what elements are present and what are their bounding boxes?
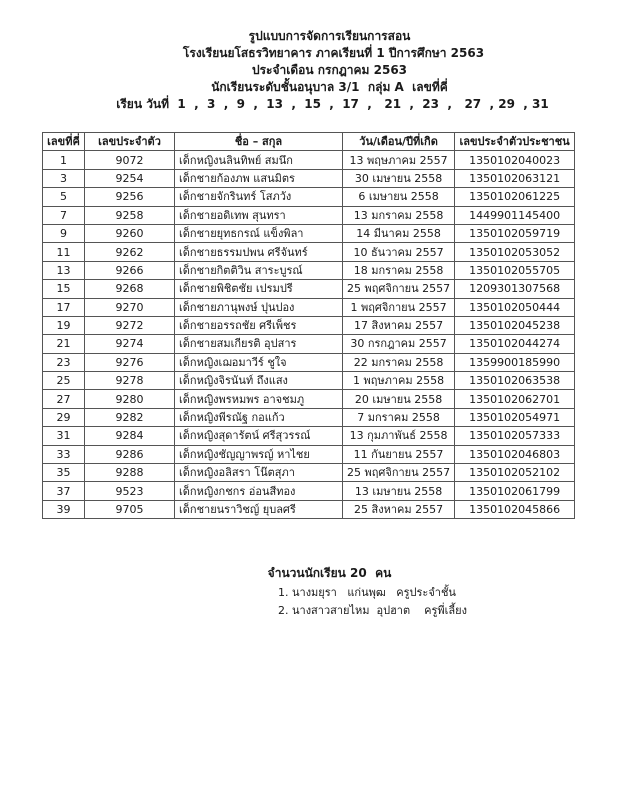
cell-odd-number: 37 (43, 482, 85, 500)
document-header (0, 28, 619, 113)
cell-odd-number: 33 (43, 445, 85, 463)
cell-student-id: 9254 (85, 169, 175, 187)
table-row (43, 169, 575, 187)
cell-birthdate: 1 พฤศจิกายน 2557 (343, 298, 455, 316)
cell-student-id: 9072 (85, 151, 175, 169)
cell-birthdate: 6 เมษายน 2558 (343, 188, 455, 206)
cell-national-id: 1350102055705 (455, 261, 575, 279)
table-row (43, 445, 575, 463)
cell-odd-number: 5 (43, 188, 85, 206)
cell-student-id: 9266 (85, 261, 175, 279)
cell-national-id: 1350102045238 (455, 316, 575, 334)
cell-odd-number: 23 (43, 353, 85, 371)
cell-birthdate: 30 เมษายน 2558 (343, 169, 455, 187)
cell-birthdate: 17 สิงหาคม 2557 (343, 316, 455, 334)
cell-birthdate: 20 เมษายน 2558 (343, 390, 455, 408)
table-row (43, 243, 575, 261)
cell-national-id: 1350102061225 (455, 188, 575, 206)
cell-national-id: 1359900185990 (455, 353, 575, 371)
cell-national-id: 1350102040023 (455, 151, 575, 169)
cell-student-id: 9270 (85, 298, 175, 316)
table-row (43, 224, 575, 242)
cell-national-id: 1350102063121 (455, 169, 575, 187)
cell-national-id: 1350102052102 (455, 464, 575, 482)
table-row (43, 427, 575, 445)
cell-student-id: 9256 (85, 188, 175, 206)
cell-name: เด็กชายอดิเทพ สุนทรา (175, 206, 343, 224)
cell-birthdate: 10 ธันวาคม 2557 (343, 243, 455, 261)
cell-student-id: 9272 (85, 316, 175, 334)
table-row (43, 335, 575, 353)
cell-odd-number: 21 (43, 335, 85, 353)
cell-student-id: 9278 (85, 372, 175, 390)
cell-birthdate: 1 พฤษภาคม 2558 (343, 372, 455, 390)
column-header-national-id: เลขประจำตัวประชาชน (455, 133, 575, 151)
cell-birthdate: 14 มีนาคม 2558 (343, 224, 455, 242)
cell-name: เด็กหญิงพรหมพร อาจชมภู (175, 390, 343, 408)
cell-odd-number: 31 (43, 427, 85, 445)
table-row (43, 372, 575, 390)
cell-student-id: 9260 (85, 224, 175, 242)
table-row (43, 261, 575, 279)
cell-name: เด็กชายกิตติวิน สาระบูรณ์ (175, 261, 343, 279)
cell-odd-number: 39 (43, 500, 85, 518)
cell-odd-number: 15 (43, 280, 85, 298)
cell-national-id: 1350102053052 (455, 243, 575, 261)
column-header-birthdate: วัน/เดือน/ปีที่เกิด (343, 133, 455, 151)
cell-national-id: 1350102059719 (455, 224, 575, 242)
school-term-line: โรงเรียนยโสธรวิทยาคาร ภาคเรียนที่ 1 ปีการศึกษา 2563 (182, 46, 485, 60)
cell-name: เด็กหญิงอลิสรา โน๊ตสุภา (175, 464, 343, 482)
column-header-odd-number: เลขที่คี่ (43, 133, 85, 151)
table-row (43, 188, 575, 206)
cell-birthdate: 13 เมษายน 2558 (343, 482, 455, 500)
cell-student-id: 9286 (85, 445, 175, 463)
study-dates-line: เรียน วันที่ 1 , 3 , 9 , 13 , 15 , 17 , 21 , 23 , 27 , 29 , 31 (116, 97, 549, 111)
class-group-line: นักเรียนระดับชั้นอนุบาล 3/1 กลุ่ม A เลขที่คี่ (211, 80, 448, 94)
cell-student-id: 9288 (85, 464, 175, 482)
cell-odd-number: 17 (43, 298, 85, 316)
cell-student-id: 9280 (85, 390, 175, 408)
cell-national-id: 1350102054971 (455, 408, 575, 426)
cell-national-id: 1350102046803 (455, 445, 575, 463)
table-row (43, 500, 575, 518)
column-header-student-id: เลขประจำตัว (85, 133, 175, 151)
cell-student-id: 9282 (85, 408, 175, 426)
table-row (43, 464, 575, 482)
cell-national-id: 1350102050444 (455, 298, 575, 316)
cell-name: เด็กชายพิชิตชัย เปรมปรี (175, 280, 343, 298)
document-footer (0, 564, 619, 617)
homeroom-teacher: 1. นางมยุรา แก่นพุฒ ครูประจำชั้น (278, 586, 456, 599)
cell-name: เด็กหญิงจิรนันท์ ถึงแสง (175, 372, 343, 390)
cell-name: เด็กชายยุทธกรณ์ แข็งพิลา (175, 224, 343, 242)
cell-student-id: 9262 (85, 243, 175, 261)
table-row (43, 280, 575, 298)
cell-birthdate: 13 กุมภาพันธ์ 2558 (343, 427, 455, 445)
cell-name: เด็กชายนราวิชญ์ ยุบลศรี (175, 500, 343, 518)
cell-odd-number: 9 (43, 224, 85, 242)
cell-student-id: 9274 (85, 335, 175, 353)
cell-name: เด็กชายสมเกียรติ อุปสาร (175, 335, 343, 353)
cell-name: เด็กชายอรรถชัย ศรีเพ็ชร (175, 316, 343, 334)
table-row (43, 298, 575, 316)
cell-birthdate: 11 กันยายน 2557 (343, 445, 455, 463)
cell-birthdate: 22 มกราคม 2558 (343, 353, 455, 371)
cell-odd-number: 7 (43, 206, 85, 224)
cell-name: เด็กหญิงชัญญาพรญ์ หาไชย (175, 445, 343, 463)
month-line: ประจำเดือน กรกฎาคม 2563 (251, 63, 408, 77)
table-row (43, 353, 575, 371)
column-header-name: ชื่อ – สกุล (175, 133, 343, 151)
cell-odd-number: 29 (43, 408, 85, 426)
cell-name: เด็กหญิงนลินทิพย์ สมนึก (175, 151, 343, 169)
cell-odd-number: 13 (43, 261, 85, 279)
table-row (43, 390, 575, 408)
cell-student-id: 9523 (85, 482, 175, 500)
cell-birthdate: 25 สิงหาคม 2557 (343, 500, 455, 518)
cell-student-id: 9705 (85, 500, 175, 518)
cell-national-id: 1350102062701 (455, 390, 575, 408)
table-header-row (43, 133, 575, 151)
cell-student-id: 9258 (85, 206, 175, 224)
cell-national-id: 1350102045866 (455, 500, 575, 518)
cell-birthdate: 7 มกราคม 2558 (343, 408, 455, 426)
cell-student-id: 9276 (85, 353, 175, 371)
cell-odd-number: 1 (43, 151, 85, 169)
cell-birthdate: 30 กรกฎาคม 2557 (343, 335, 455, 353)
student-count: จำนวนนักเรียน 20 คน (267, 566, 392, 580)
cell-odd-number: 11 (43, 243, 85, 261)
cell-national-id: 1350102057333 (455, 427, 575, 445)
cell-national-id: 1350102061799 (455, 482, 575, 500)
table-row (43, 316, 575, 334)
cell-birthdate: 25 พฤศจิกายน 2557 (343, 280, 455, 298)
table-row (43, 408, 575, 426)
cell-name: เด็กชายก้องภพ แสนมิตร (175, 169, 343, 187)
cell-name: เด็กหญิงพีรณัฐ กอแก้ว (175, 408, 343, 426)
cell-national-id: 1350102063538 (455, 372, 575, 390)
document-title: รูปแบบการจัดการเรียนการสอน (248, 29, 411, 43)
cell-national-id: 1350102044274 (455, 335, 575, 353)
cell-student-id: 9284 (85, 427, 175, 445)
cell-odd-number: 19 (43, 316, 85, 334)
cell-name: เด็กชายจักรินทร์ โสภวัง (175, 188, 343, 206)
assistant-teacher: 2. นางสาวสายไหม อุปฮาต ครูพี่เลี้ยง (278, 604, 467, 617)
cell-national-id: 1209301307568 (455, 280, 575, 298)
cell-name: เด็กชายธรรมปพน ศรีจันทร์ (175, 243, 343, 261)
cell-birthdate: 25 พฤศจิกายน 2557 (343, 464, 455, 482)
cell-birthdate: 13 พฤษภาคม 2557 (343, 151, 455, 169)
cell-odd-number: 25 (43, 372, 85, 390)
cell-national-id: 1449901145400 (455, 206, 575, 224)
cell-name: เด็กหญิงสุดารัตน์ ศรีสุวรรณ์ (175, 427, 343, 445)
cell-name: เด็กชายภานุพงษ์ ปุนปอง (175, 298, 343, 316)
cell-birthdate: 13 มกราคม 2558 (343, 206, 455, 224)
cell-student-id: 9268 (85, 280, 175, 298)
student-roster-table (42, 132, 575, 519)
table-row (43, 482, 575, 500)
cell-name: เด็กหญิงกชกร อ่อนสีทอง (175, 482, 343, 500)
cell-odd-number: 27 (43, 390, 85, 408)
cell-odd-number: 35 (43, 464, 85, 482)
table-row (43, 151, 575, 169)
table-row (43, 206, 575, 224)
cell-birthdate: 18 มกราคม 2558 (343, 261, 455, 279)
cell-name: เด็กหญิงเฌอมาวีร์ ชูใจ (175, 353, 343, 371)
cell-odd-number: 3 (43, 169, 85, 187)
